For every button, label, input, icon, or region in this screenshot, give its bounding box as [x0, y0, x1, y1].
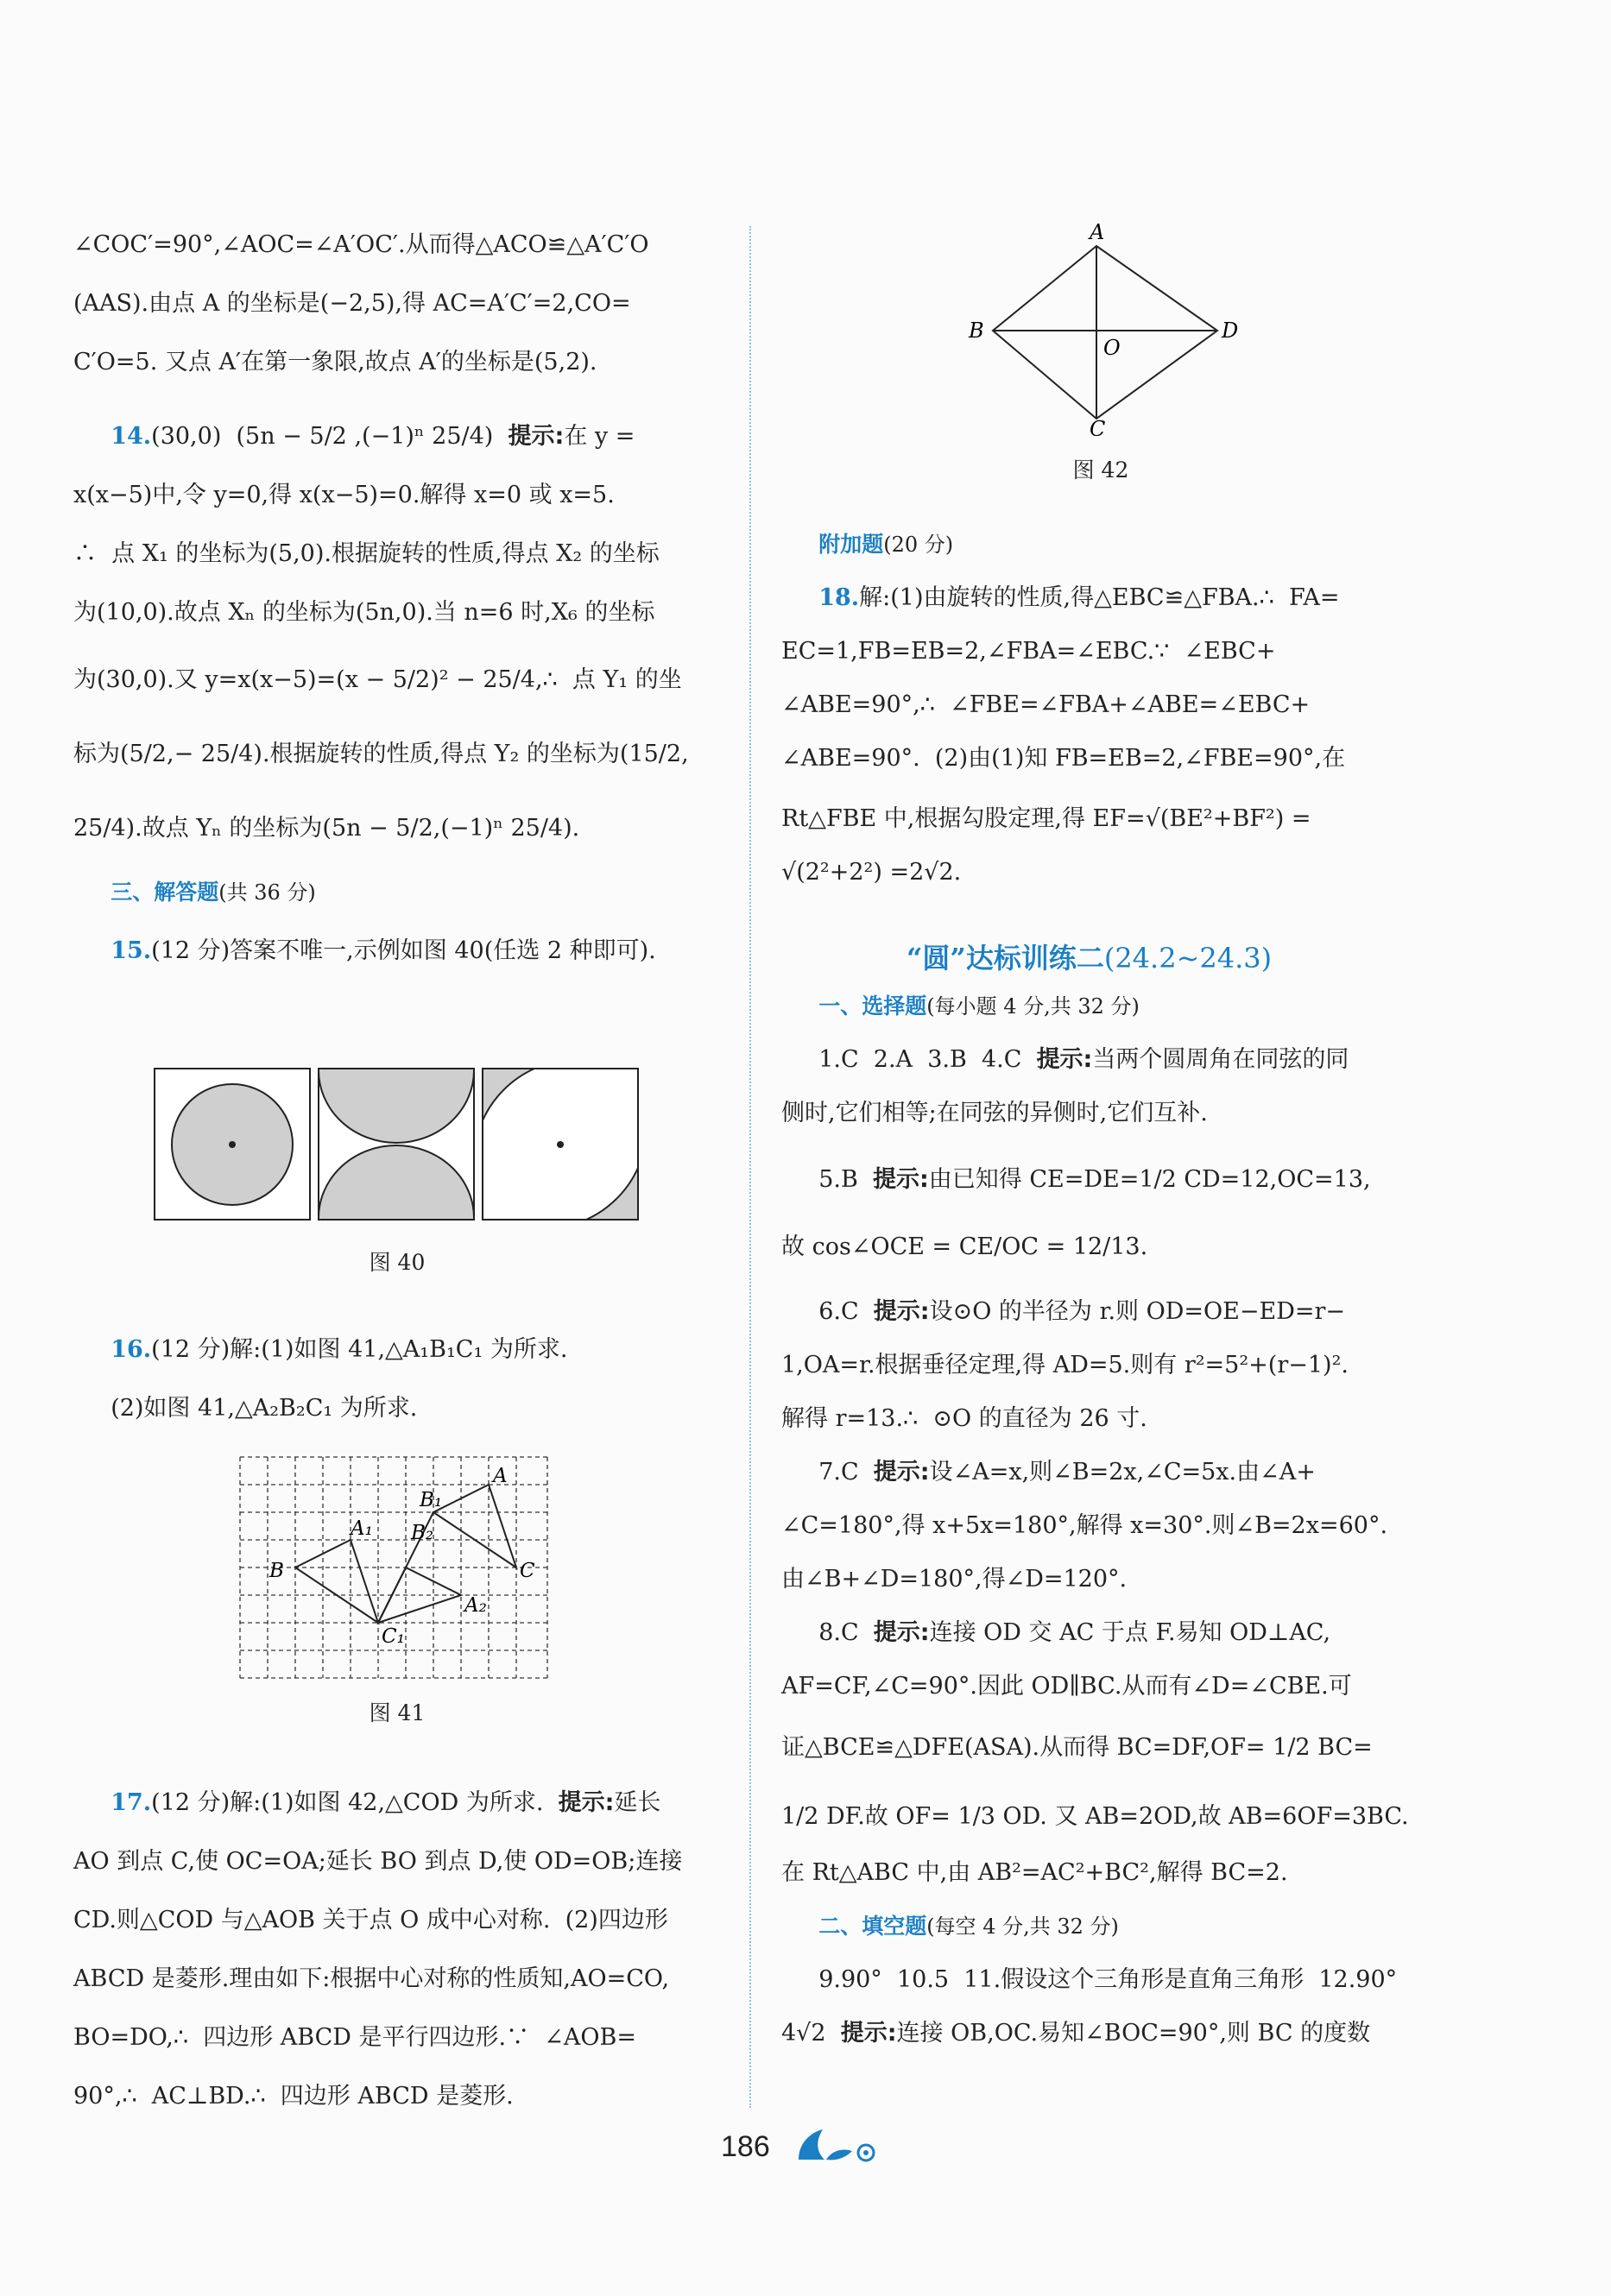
extra-subtitle: (20 分)	[883, 533, 954, 557]
ans1-tip: 当两个圆周角在同弦的同	[1092, 1046, 1349, 1073]
text-line: √(2²+2²) =2√2.	[781, 859, 962, 886]
q14-number: 14.	[111, 423, 152, 450]
text-line: EC=1,FB=EB=2,∠FBA=∠EBC.∵ ∠EBC+	[781, 638, 1276, 665]
text-line: AF=CF,∠C=90°.因此 OD∥BC.从而有∠D=∠CBE.可	[781, 1673, 1352, 1700]
text-line: 1/2 DF.故 OF= 1/3 OD. 又 AB=2OD,故 AB=6OF=3BC.	[781, 1803, 1409, 1830]
q14-tip-text: 在 y =	[564, 423, 635, 450]
text-line: 为(30,0).又 y=x(x−5)=(x − 5/2)² − 25/4,∴ 点 Y₁ 的坐	[73, 666, 682, 693]
q17-tip-label: 提示:	[558, 1789, 615, 1816]
q18-number: 18.	[818, 584, 860, 611]
triangle-abc	[433, 1485, 516, 1567]
ans8-line	[781, 1606, 1425, 1660]
sec2-subtitle: (每空 4 分,共 32 分)	[926, 1914, 1119, 1939]
fill-line-2	[781, 2007, 1425, 2060]
fig40-caption: 图 40	[369, 1250, 426, 1275]
figure-41	[238, 1454, 549, 1679]
unit-title-text: “圆”达标训练二	[907, 942, 1104, 975]
ans6-line	[781, 1285, 1425, 1339]
extra-title: 附加题	[818, 532, 884, 557]
q15-line	[73, 922, 717, 981]
right-column-top	[781, 518, 1425, 899]
unit-title	[907, 937, 1272, 976]
fill-line-1: 9.90° 10.5 11.假设这个三角形是直角三角形 12.90°	[818, 1966, 1398, 1993]
rhombus-abcd	[993, 246, 1217, 419]
ans1-line	[781, 1033, 1425, 1087]
q16-number: 16.	[111, 1336, 152, 1363]
text-line: ∠C=180°,得 x+5x=180°,解得 x=30°.则∠B=2x=60°.	[781, 1512, 1388, 1539]
label-B: B	[969, 319, 984, 343]
tip-label: 提示:	[873, 1459, 930, 1485]
decorative-leaf-logo-icon	[790, 2125, 894, 2168]
text-line: ABCD 是菱形.理由如下:根据中心对称的性质知,AO=CO,	[73, 1965, 670, 1992]
ans6-tip: 设⊙O 的半径为 r.则 OD=OE−ED=r−	[929, 1298, 1346, 1325]
q17-text: (12 分)解:(1)如图 42,△COD 为所求.	[151, 1789, 544, 1816]
left-column-q16	[73, 1321, 717, 1438]
q15-text: (12 分)答案不唯一,示例如图 40(任选 2 种即可).	[151, 937, 656, 964]
ans7-tip: 设∠A=x,则∠B=2x,∠C=5x.由∠A+	[929, 1459, 1316, 1485]
section-heading	[73, 863, 717, 922]
text-line: C′O=5. 又点 A′在第一象限,故点 A′的坐标是(5,2).	[73, 349, 597, 375]
fill2: 4√2	[781, 2020, 826, 2047]
ans8-tip: 连接 OD 交 AC 于点 F.易知 OD⊥AC,	[929, 1619, 1331, 1646]
text-line: (AAS).由点 A 的坐标是(−2,5),得 AC=A′C′=2,CO=	[73, 290, 631, 317]
section-title: 三、解答题	[111, 880, 219, 905]
text-line: 90°,∴ AC⊥BD.∴ 四边形 ABCD 是菱形.	[73, 2083, 514, 2110]
label-O: O	[1103, 336, 1121, 360]
fig40-center-dot	[229, 1141, 236, 1148]
label-A: A	[1090, 220, 1105, 244]
label-B2: B₂	[411, 1522, 434, 1544]
label-A2: A₂	[464, 1594, 487, 1617]
ans8: 8.C	[818, 1619, 859, 1646]
fig42-caption: 图 42	[1072, 457, 1129, 483]
tip-label: 提示:	[873, 1619, 930, 1646]
section-subtitle: (共 36 分)	[218, 880, 316, 905]
sec2-title: 二、填空题	[818, 1914, 927, 1939]
figure-40	[153, 1067, 641, 1222]
fig40-dot	[557, 1141, 564, 1148]
ans1: 1.C 2.A 3.B 4.C	[818, 1046, 1022, 1073]
label-C1: C₁	[382, 1625, 405, 1648]
sec1-subtitle: (每小题 4 分,共 32 分)	[926, 994, 1140, 1019]
text-line: BO=DO,∴ 四边形 ABCD 是平行四边形.∵ ∠AOB=	[73, 2024, 637, 2051]
q14-answer: (30,0) (5n − 5/2 ,(−1)ⁿ 25/4)	[151, 423, 494, 450]
right-column-main	[781, 980, 1425, 2060]
left-column-q17	[73, 1774, 717, 2126]
text-line: 由∠B+∠D=180°,得∠D=120°.	[781, 1566, 1128, 1593]
text-line: 1,OA=r.根据垂径定理,得 AD=5.则有 r²=5²+(r−1)².	[781, 1352, 1349, 1378]
label-A: A	[493, 1465, 508, 1487]
text-line: 在 Rt△ABC 中,由 AB²=AC²+BC²,解得 BC=2.	[781, 1859, 1288, 1886]
tip-label: 提示:	[873, 1298, 930, 1325]
column-divider	[749, 226, 751, 2108]
q17-line	[73, 1774, 717, 1832]
text-line: 解得 r=13.∴ ⊙O 的直径为 26 寸.	[781, 1405, 1147, 1432]
text-line: ∠ABE=90°. (2)由(1)知 FB=EB=2,∠FBE=90°,在	[781, 745, 1346, 772]
text-line: AO 到点 C,使 OC=OA;延长 BO 到点 D,使 OD=OB;连接	[73, 1848, 683, 1875]
q14-line	[73, 407, 717, 466]
text-line: ∠COC′=90°,∠AOC=∠A′OC′.从而得△ACO≌△A′C′O	[73, 231, 649, 258]
ans5-tip: 由已知得 CE=DE=1/2 CD=12,OC=13,	[928, 1166, 1371, 1193]
left-column	[73, 216, 717, 981]
label-B: B	[269, 1560, 284, 1582]
figure-42	[958, 220, 1243, 436]
ans5-line	[781, 1151, 1425, 1209]
ans5: 5.B	[818, 1166, 858, 1193]
text-line: 证△BCE≌△DFE(ASA).从而得 BC=DF,OF= 1/2 BC=	[781, 1734, 1373, 1761]
text-line: ∴ 点 X₁ 的坐标为(5,0).根据旋转的性质,得点 X₂ 的坐标	[73, 540, 660, 567]
text-line: 侧时,它们相等;在同弦的异侧时,它们互补.	[781, 1100, 1208, 1126]
text-line: CD.则△COD 与△AOB 关于点 O 成中心对称. (2)四边形	[73, 1907, 668, 1933]
label-B1: B₁	[420, 1489, 443, 1511]
ans7: 7.C	[818, 1459, 859, 1485]
text-line: 25/4).故点 Yₙ 的坐标为(5n − 5/2,(−1)ⁿ 25/4).	[73, 815, 580, 842]
fill2-tip: 连接 OB,OC.易知∠BOC=90°,则 BC 的度数	[896, 2020, 1371, 2047]
text-line: 为(10,0).故点 Xₙ 的坐标为(5n,0).当 n=6 时,X₆ 的坐标	[73, 599, 655, 626]
q17-number: 17.	[111, 1789, 152, 1816]
q14-tip-label: 提示:	[508, 423, 565, 450]
q18-text: 解:(1)由旋转的性质,得△EBC≌△FBA.∴ FA=	[859, 584, 1340, 611]
text-line: (2)如图 41,△A₂B₂C₁ 为所求.	[111, 1395, 418, 1422]
text-line: Rt△FBE 中,根据勾股定理,得 EF=√(BE²+BF²) =	[781, 805, 1311, 832]
q16-text: (12 分)解:(1)如图 41,△A₁B₁C₁ 为所求.	[151, 1336, 568, 1363]
text-line: 故 cos∠OCE = CE/OC = 12/13.	[781, 1233, 1148, 1260]
label-C: C	[520, 1560, 535, 1582]
q15-number: 15.	[111, 937, 152, 964]
label-A1: A₁	[351, 1517, 373, 1540]
unit-title-range: (24.2~24.3)	[1103, 942, 1273, 975]
ans6: 6.C	[818, 1298, 859, 1325]
extra-heading	[781, 518, 1425, 571]
sec1-title: 一、选择题	[818, 993, 927, 1019]
fig41-caption: 图 41	[369, 1700, 426, 1725]
q18-line	[781, 571, 1425, 625]
sec1-heading	[781, 980, 1425, 1033]
text-line: ∠ABE=90°,∴ ∠FBE=∠FBA+∠ABE=∠EBC+	[781, 691, 1311, 718]
page-number: 186	[721, 2130, 770, 2163]
triangle-a1b1c1	[295, 1540, 378, 1623]
ans7-line	[781, 1446, 1425, 1499]
text-line: x(x−5)中,令 y=0,得 x(x−5)=0.解得 x=0 或 x=5.	[73, 482, 615, 508]
tip-label: 提示:	[872, 1166, 929, 1193]
text-line: 标为(5/2,− 25/4).根据旋转的性质,得点 Y₂ 的坐标为(15/2,	[73, 741, 689, 767]
tip-label: 提示:	[1036, 1046, 1093, 1073]
label-C: C	[1090, 417, 1106, 436]
tip-label: 提示:	[840, 2020, 897, 2047]
sec2-heading	[781, 1900, 1425, 1953]
label-D: D	[1222, 319, 1239, 343]
q17-tip-text: 延长	[614, 1789, 661, 1816]
q16-line	[73, 1321, 717, 1379]
